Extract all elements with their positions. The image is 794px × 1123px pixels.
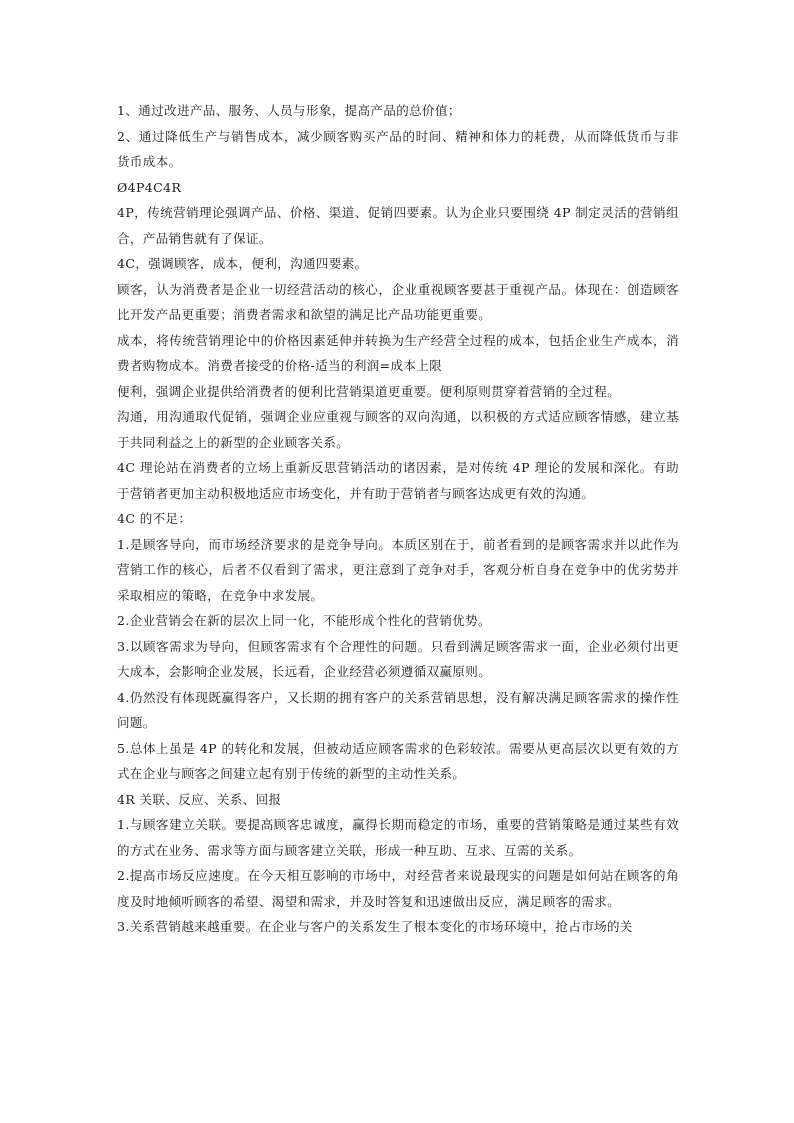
list-item-shortcoming-3: 3.以顾客需求为导向，但顾客需求有个合理性的问题。只看到满足顾客需求一面，企业必须付出更大成本，会影响企业发展，长远看，企业经营必须遵循双赢原则。 xyxy=(117,638,679,679)
section-heading-4r: 4R 关联、反应、关系、回报 xyxy=(117,791,282,807)
paragraph-2: 2、通过降低生产与销售成本，减少顾客购买产品的时间、精神和体力的耗费，从而降低货币与非货币成本。 xyxy=(117,128,679,169)
paragraph-convenience: 便利，强调企业提供给消费者的便利比营销渠道更重要。便利原则贯穿着营销的全过程。 xyxy=(117,383,621,399)
list-item-shortcoming-2: 2.企业营销会在新的层次上同一化，不能形成个性化的营销优势。 xyxy=(117,613,491,628)
section-heading-4p4c4r: Ø4P4C4R xyxy=(117,179,182,195)
paragraph-1: 1、通过改进产品、服务、人员与形象，提高产品的总价值； xyxy=(117,103,461,118)
paragraph-cost: 成本，将传统营销理论中的价格因素延伸并转换为生产经营全过程的成本，包括企业生产成本，消费者购物成本。消费者接受的价格-适当的利润=成本上限 xyxy=(117,332,679,373)
list-item-shortcoming-4: 4.仍然没有体现既赢得客户，又长期的拥有客户的关系营销思想，没有解决满足顾客需求的操作性问题。 xyxy=(117,689,679,730)
paragraph-customer: 顾客，认为消费者是企业一切经营活动的核心，企业重视顾客要甚于重视产品。体现在：创造顾客比开发产品更重要；消费者需求和欲望的满足比产品功能更重要。 xyxy=(117,281,679,322)
list-item-4r-1: 1.与顾客建立关联。要提高顾客忠诚度，赢得长期而稳定的市场，重要的营销策略是通过某些有效的方式在业务、需求等方面与顾客建立关联，形成一种互助、互求、互需的关系。 xyxy=(117,817,679,858)
list-item-4r-2: 2.提高市场反应速度。在今天相互影响的市场中，对经营者来说最现实的问题是如何站在顾客的角度及时地倾听顾客的希望、渴望和需求，并及时答复和迅速做出反应，满足顾客的需求。 xyxy=(117,868,679,909)
document-body xyxy=(117,98,679,940)
paragraph-communication: 沟通，用沟通取代促销，强调企业应重视与顾客的双向沟通，以积极的方式适应顾客情感，建立基于共同利益之上的新型的企业顾客关系。 xyxy=(117,409,679,450)
list-item-shortcoming-5: 5.总体上虽是 4P 的转化和发展，但被动适应顾客需求的色彩较浓。需要从更高层次以更有效的方式在企业与顾客之间建立起有别于传统的新型的主动性关系。 xyxy=(117,740,679,781)
list-item-shortcoming-1: 1.是顾客导向，而市场经济要求的是竞争导向。本质区别在于，前者看到的是顾客需求并以此作为营销工作的核心，后者不仅看到了需求，更注意到了竞争对手，客观分析自身在竞争中的优劣势并采取相应的策略，在竞争中求发展。 xyxy=(117,536,679,603)
paragraph-4p: 4P，传统营销理论强调产品、价格、渠道、促销四要素。认为企业只要围绕 4P 制定灵活的营销组合，产品销售就有了保证。 xyxy=(117,205,679,246)
list-item-4r-3: 3.关系营销越来越重要。在企业与客户的关系发生了根本变化的市场环境中，抢占市场的关 xyxy=(117,919,633,934)
paragraph-4c: 4C，强调顾客，成本，便利，沟通四要素。 xyxy=(117,256,368,271)
section-heading-4c-shortcomings: 4C 的不足： xyxy=(117,511,192,526)
paragraph-4c-theory: 4C 理论站在消费者的立场上重新反思营销活动的诸因素，是对传统 4P 理论的发展和深化。有助于营销者更加主动积极地适应市场变化，并有助于营销者与顾客达成更有效的沟通。 xyxy=(117,460,679,501)
